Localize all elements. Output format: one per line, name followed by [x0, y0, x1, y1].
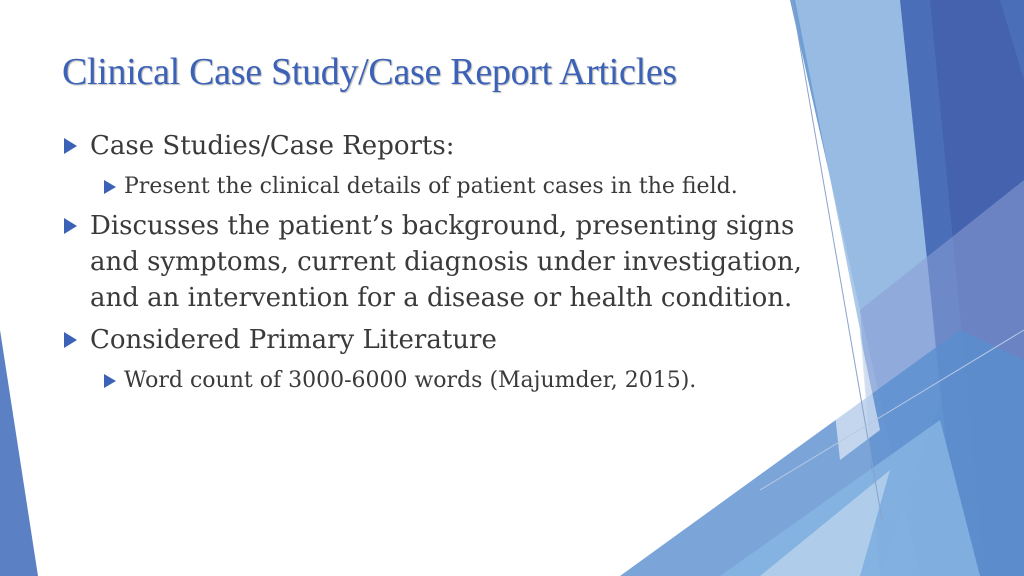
bullet-item: [62, 208, 832, 316]
triangle-right-icon: [104, 180, 116, 194]
slide-title: Clinical Case Study/Case Report Articles: [62, 51, 677, 93]
sub-bullet-item: [104, 170, 832, 204]
triangle-right-icon: [64, 332, 77, 348]
bullet-text: Case Studies/Case Reports:: [90, 131, 455, 161]
bullet-text: Discusses the patient’s background, presenting signs and symptoms, current diagnosis under investigation, and an intervention for a disease or health condition.: [90, 211, 802, 313]
sub-bullet-text: Present the clinical details of patient cases in the field.: [124, 174, 738, 199]
triangle-right-icon: [64, 218, 77, 234]
sub-bullet-text: Word count of 3000-6000 words (Majumder, 2015).: [124, 368, 697, 393]
triangle-right-icon: [104, 374, 116, 388]
left-edge-triangle: [0, 330, 38, 576]
bullet-item: [62, 128, 832, 164]
bullet-list: [62, 128, 832, 402]
bullet-text: Considered Primary Literature: [90, 325, 497, 355]
sub-bullet-item: [104, 364, 832, 398]
bullet-item: [62, 322, 832, 358]
triangle-right-icon: [64, 138, 77, 154]
